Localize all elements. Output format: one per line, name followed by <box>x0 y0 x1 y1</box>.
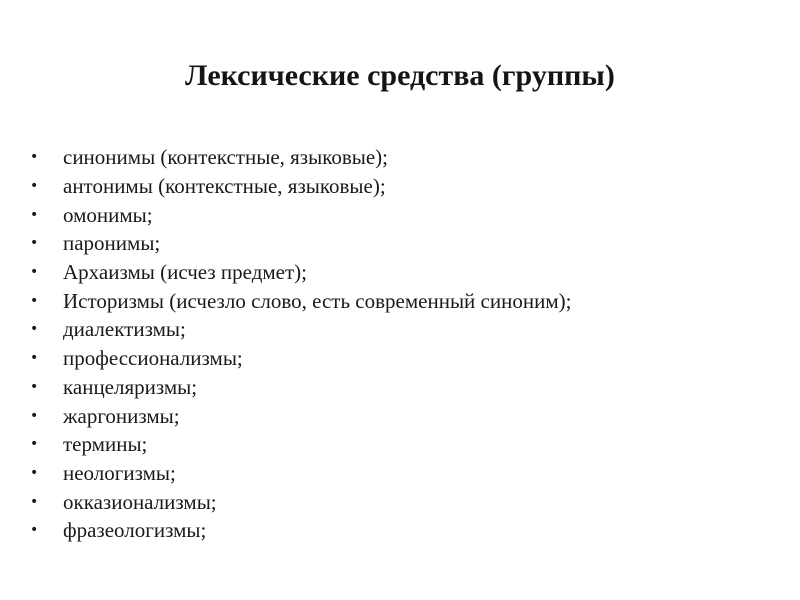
list-item <box>30 516 770 545</box>
bullet-icon: • <box>30 493 39 510</box>
list-item <box>30 286 770 315</box>
list-item <box>30 459 770 488</box>
bullet-icon: • <box>30 321 39 338</box>
list-item <box>30 143 770 172</box>
bullet-icon: • <box>30 350 39 367</box>
list-item-text: окказионализмы; <box>63 489 217 514</box>
bullet-icon: • <box>30 522 39 539</box>
list-item-text: Архаизмы (исчез предмет); <box>63 260 307 285</box>
list-item-text: диалектизмы; <box>63 317 186 342</box>
list-item <box>30 344 770 373</box>
bullet-icon: • <box>30 235 39 252</box>
list-item-text: канцеляризмы; <box>63 374 198 399</box>
list-item-text: неологизмы; <box>63 460 176 485</box>
bullet-icon: • <box>30 378 39 395</box>
bullet-icon: • <box>30 292 39 309</box>
list-item <box>30 373 770 402</box>
bullet-icon: • <box>30 264 39 281</box>
list-item-text: синонимы (контекстные, языковые); <box>63 145 389 170</box>
list-item-text: антонимы (контекстные, языковые); <box>63 174 386 199</box>
bullet-icon: • <box>30 436 39 453</box>
list-item-text: жаргонизмы; <box>63 403 180 428</box>
list-item <box>30 401 770 430</box>
list-item-text: Историзмы (исчезло слово, есть современный синоним); <box>63 288 572 313</box>
list-item-text: омонимы; <box>63 202 153 227</box>
list-item <box>30 258 770 287</box>
list-item-text: профессионализмы; <box>63 346 243 371</box>
list-item-text: термины; <box>63 432 148 457</box>
list-item <box>30 315 770 344</box>
bullet-icon: • <box>30 464 39 481</box>
list-item <box>30 487 770 516</box>
list-item-text: паронимы; <box>63 231 161 256</box>
bullet-icon: • <box>30 149 39 166</box>
list-item <box>30 430 770 459</box>
slide-title: Лексические средства (группы) <box>185 59 615 92</box>
list-item <box>30 229 770 258</box>
bullet-icon: • <box>30 178 39 195</box>
bullet-list <box>30 143 770 545</box>
bullet-icon: • <box>30 407 39 424</box>
list-item <box>30 172 770 201</box>
list-item-text: фразеологизмы; <box>63 518 207 543</box>
bullet-icon: • <box>30 206 39 223</box>
list-item <box>30 200 770 229</box>
